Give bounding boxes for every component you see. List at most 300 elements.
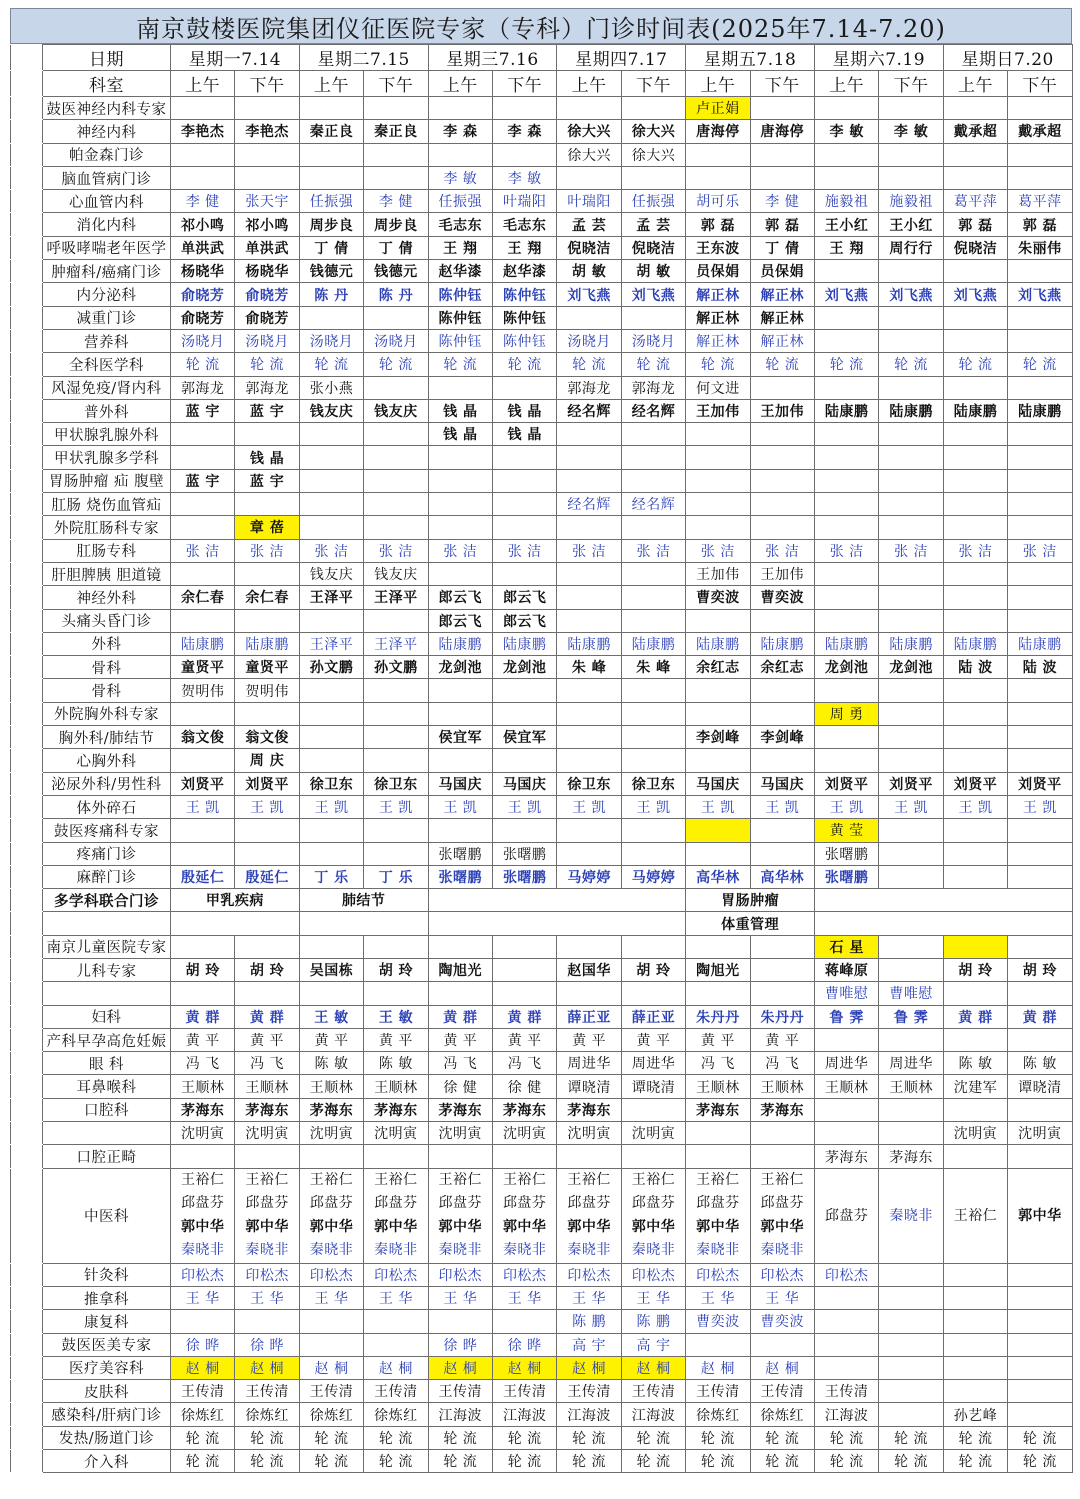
schedule-cell [299,446,363,469]
doctor-name: 郭中华 [631,1218,676,1235]
schedule-cell: 王传清 [299,1380,363,1403]
schedule-cell [943,97,1007,120]
schedule-cell: 经名辉 [621,493,685,516]
schedule-cell: 经名辉 [557,493,621,516]
department-name: 脑血管病门诊 [43,166,171,189]
schedule-cell [171,1310,235,1333]
schedule-cell: 徐卫东 [621,772,685,795]
schedule-cell [557,609,621,632]
schedule-cell: 葛平萍 [943,190,1007,213]
department-name: 全科医学科 [43,353,171,376]
schedule-cell [814,726,878,749]
schedule-cell [1008,493,1072,516]
mdt-clinic-cell: 肺结节 [299,889,428,912]
schedule-cell: 沈明寅 [299,1122,363,1145]
gutter-cell [11,656,43,679]
schedule-cell: 轮 流 [814,1426,878,1449]
schedule-cell [621,516,685,539]
schedule-row [11,1450,1073,1473]
am-header: 上午 [943,71,1007,97]
schedule-cell: 赵 桐 [492,1356,556,1379]
schedule-cell [750,376,814,399]
schedule-cell: 王 华 [428,1286,492,1309]
schedule-cell: 陈 丹 [299,283,363,306]
schedule-row [11,236,1073,259]
schedule-cell: 龙剑池 [814,656,878,679]
schedule-row [11,1005,1073,1028]
schedule-cell: 孟 芸 [557,213,621,236]
schedule-cell [943,329,1007,352]
schedule-cell [299,1333,363,1356]
schedule-cell [943,842,1007,865]
schedule-cell: 谭晓清 [557,1075,621,1098]
schedule-cell: 王加伟 [686,399,750,422]
schedule-cell: 丁 乐 [299,865,363,888]
schedule-cell: 何文进 [686,376,750,399]
am-header: 上午 [686,71,750,97]
schedule-cell [1008,469,1072,492]
date-label: 日期 [43,45,171,71]
schedule-cell: 贺明伟 [171,679,235,702]
am-header: 上午 [171,71,235,97]
schedule-cell [492,1310,556,1333]
day-header: 星期二7.15 [299,45,428,71]
schedule-cell: 张曙鹏 [428,842,492,865]
schedule-cell: 轮 流 [428,1426,492,1449]
schedule-cell: 陆康鹏 [943,632,1007,655]
schedule-cell: 周步良 [299,213,363,236]
department-name: 康复科 [43,1310,171,1333]
schedule-cell: 曹唯慰 [814,982,878,1005]
day-header: 星期三7.16 [428,45,557,71]
schedule-cell [943,1356,1007,1379]
schedule-cell [879,423,943,446]
department-name: 心胸外科 [43,749,171,772]
schedule-cell [1008,166,1072,189]
schedule-cell: 马婷婷 [621,865,685,888]
mdt-clinic-cell [171,912,300,935]
schedule-cell: 沈明寅 [492,1122,556,1145]
schedule-cell [1008,982,1072,1005]
schedule-cell [364,516,428,539]
tcm-cell [814,1168,878,1263]
gutter-cell [11,213,43,236]
schedule-cell [492,97,556,120]
schedule-cell [814,609,878,632]
schedule-cell: 解正林 [686,306,750,329]
schedule-cell: 张 洁 [492,539,556,562]
schedule-cell: 徐炼红 [235,1403,299,1426]
gutter-cell [11,772,43,795]
department-name [43,912,171,935]
schedule-cell: 丁 倩 [750,236,814,259]
schedule-cell [171,516,235,539]
schedule-cell: 马国庆 [750,772,814,795]
schedule-cell: 印松杰 [428,1263,492,1286]
schedule-cell: 高华林 [686,865,750,888]
gutter-cell [11,1005,43,1028]
schedule-cell [879,679,943,702]
department-name: 外科 [43,632,171,655]
doctor-name: 秦晓非 [889,1207,933,1224]
schedule-cell: 轮 流 [299,1450,363,1473]
schedule-cell: 陈仲钰 [492,306,556,329]
schedule-cell: 曹奕波 [750,1310,814,1333]
schedule-cell [750,143,814,166]
schedule-cell: 江海波 [428,1403,492,1426]
schedule-cell [814,1310,878,1333]
department-name: 甲状腺乳腺外科 [43,423,171,446]
schedule-cell [621,423,685,446]
schedule-cell: 侯宜军 [492,726,556,749]
schedule-cell [750,702,814,725]
schedule-cell: 任振强 [621,190,685,213]
schedule-cell [943,493,1007,516]
schedule-cell [299,469,363,492]
schedule-cell [750,97,814,120]
schedule-cell: 江海波 [492,1403,556,1426]
schedule-row [11,283,1073,306]
schedule-cell: 茅海东 [750,1098,814,1121]
doctor-name: 王裕仁 [374,1171,418,1188]
department-name: 肛肠 烧伤血管疝 [43,493,171,516]
schedule-cell: 轮 流 [299,1426,363,1449]
schedule-cell [235,97,299,120]
schedule-cell: 王传清 [750,1380,814,1403]
am-header: 上午 [814,71,878,97]
department-name: 外院胸外科专家 [43,702,171,725]
schedule-cell [428,469,492,492]
schedule-cell [299,1145,363,1168]
schedule-cell: 陈仲钰 [492,283,556,306]
schedule-row [11,632,1073,655]
schedule-cell: 龙剑池 [492,656,556,679]
schedule-cell: 王传清 [814,1380,878,1403]
schedule-cell: 赵 桐 [364,1356,428,1379]
schedule-cell: 陈仲钰 [428,283,492,306]
schedule-cell: 陆康鹏 [1008,632,1072,655]
schedule-cell: 张 洁 [943,539,1007,562]
schedule-cell: 王传清 [557,1380,621,1403]
schedule-row [11,702,1073,725]
schedule-cell: 徐炼红 [299,1403,363,1426]
schedule-cell: 轮 流 [557,1426,621,1449]
schedule-cell: 钱 晶 [428,423,492,446]
schedule-cell: 徐炼红 [171,1403,235,1426]
schedule-row [11,935,1073,958]
schedule-cell: 李 健 [750,190,814,213]
schedule-cell: 王 华 [299,1286,363,1309]
schedule-cell: 蓝 宇 [235,469,299,492]
department-name: 眼 科 [43,1052,171,1075]
gutter-cell [11,143,43,166]
schedule-cell: 周进华 [814,1052,878,1075]
schedule-cell [814,446,878,469]
schedule-row [11,446,1073,469]
schedule-cell [943,1098,1007,1121]
schedule-cell: 王泽平 [364,632,428,655]
doctor-name: 王裕仁 [438,1171,483,1188]
tcm-cell [171,1168,235,1263]
schedule-cell: 陈仲钰 [428,329,492,352]
schedule-cell [621,446,685,469]
schedule-cell: 陶旭光 [686,958,750,981]
schedule-cell [686,423,750,446]
schedule-cell: 解正林 [686,329,750,352]
schedule-cell: 郎云飞 [428,586,492,609]
schedule-cell: 郭海龙 [557,376,621,399]
doctor-name: 王裕仁 [245,1171,289,1188]
schedule-cell [171,819,235,842]
schedule-cell: 赵 桐 [299,1356,363,1379]
schedule-cell [492,493,556,516]
schedule-cell: 徐大兴 [621,120,685,143]
schedule-cell: 王东波 [686,236,750,259]
doctor-name: 邱盘芬 [502,1195,547,1212]
doctor-name: 王裕仁 [760,1171,805,1188]
schedule-cell [364,493,428,516]
schedule-cell: 唐海停 [750,120,814,143]
schedule-cell [1008,726,1072,749]
schedule-cell: 李艳杰 [235,120,299,143]
schedule-cell: 孙文鹏 [364,656,428,679]
schedule-cell [750,679,814,702]
schedule-cell [364,842,428,865]
schedule-cell [621,97,685,120]
schedule-cell [750,493,814,516]
gutter-cell [11,889,43,912]
gutter-cell [11,423,43,446]
schedule-cell: 茅海东 [557,1098,621,1121]
schedule-cell [943,1380,1007,1403]
department-name: 外院肛肠科专家 [43,516,171,539]
schedule-cell: 余红志 [686,656,750,679]
schedule-cell: 赵华漆 [428,260,492,283]
schedule-cell: 张 洁 [299,539,363,562]
schedule-cell [1008,935,1072,958]
schedule-cell: 王小红 [879,213,943,236]
schedule-cell: 轮 流 [750,353,814,376]
schedule-cell: 李 敏 [492,166,556,189]
schedule-cell: 印松杰 [171,1263,235,1286]
schedule-cell: 李 敏 [879,120,943,143]
header-row-session [11,71,1073,97]
schedule-cell: 李艳杰 [171,120,235,143]
page-title: 南京鼓楼医院集团仪征医院专家（专科）门诊时间表(2025年7.14-7.20) [10,8,1072,44]
schedule-cell: 郭海龙 [171,376,235,399]
schedule-cell: 轮 流 [299,353,363,376]
schedule-cell: 轮 流 [235,1450,299,1473]
schedule-cell [428,143,492,166]
schedule-cell [171,143,235,166]
department-name: 皮肤科 [43,1380,171,1403]
schedule-row [11,306,1073,329]
schedule-cell: 蒋峰原 [814,958,878,981]
schedule-cell [492,679,556,702]
schedule-cell: 冯 飞 [686,1052,750,1075]
schedule-cell [364,749,428,772]
schedule-cell: 黄 平 [492,1028,556,1051]
schedule-cell: 轮 流 [171,1450,235,1473]
schedule-cell: 赵华漆 [492,260,556,283]
schedule-cell: 李剑峰 [686,726,750,749]
doctor-name: 郭中华 [374,1218,418,1235]
schedule-cell: 解正林 [750,283,814,306]
schedule-row [11,120,1073,143]
schedule-cell [1008,842,1072,865]
schedule-cell [171,982,235,1005]
schedule-cell: 王 凯 [171,795,235,818]
doctor-name: 邱盘芬 [309,1195,354,1212]
schedule-cell: 翁文俊 [171,726,235,749]
schedule-cell [750,423,814,446]
schedule-cell: 张 洁 [814,539,878,562]
schedule-cell: 印松杰 [750,1263,814,1286]
schedule-cell: 吴国栋 [299,958,363,981]
doctor-name: 邱盘芬 [760,1195,805,1212]
schedule-cell: 钱友庆 [364,562,428,585]
department-name [43,982,171,1005]
schedule-cell [621,469,685,492]
department-name: 儿科专家 [43,958,171,981]
schedule-row [11,1098,1073,1121]
schedule-cell: 沈明寅 [364,1122,428,1145]
schedule-cell [750,749,814,772]
tcm-cell [428,1168,492,1263]
schedule-cell [943,679,1007,702]
schedule-cell: 陆康鹏 [943,399,1007,422]
schedule-cell [814,143,878,166]
schedule-cell [428,702,492,725]
schedule-cell [364,1145,428,1168]
schedule-cell [364,469,428,492]
gutter-cell [11,935,43,958]
department-name: 鼓医神经内科专家 [43,97,171,120]
schedule-cell: 胡 玲 [1008,958,1072,981]
schedule-row [11,1286,1073,1309]
schedule-cell: 印松杰 [686,1263,750,1286]
schedule-cell [750,958,814,981]
mdt-clinic-cell: 胃肠肿瘤 [686,889,815,912]
schedule-cell: 施毅祖 [879,190,943,213]
schedule-cell [299,423,363,446]
schedule-cell [1008,1356,1072,1379]
schedule-cell [814,166,878,189]
gutter-cell [11,1028,43,1051]
schedule-cell: 孙文鹏 [299,656,363,679]
schedule-cell: 陈 敏 [1008,1052,1072,1075]
schedule-row [11,1380,1073,1403]
schedule-cell: 曹奕波 [750,586,814,609]
schedule-cell: 王传清 [686,1380,750,1403]
schedule-cell [621,749,685,772]
schedule-cell [879,702,943,725]
schedule-cell [171,935,235,958]
schedule-cell: 陈 鹏 [621,1310,685,1333]
department-name: 骨科 [43,656,171,679]
schedule-cell: 陆康鹏 [814,632,878,655]
schedule-cell: 茅海东 [428,1098,492,1121]
schedule-cell: 赵 桐 [428,1356,492,1379]
schedule-cell: 沈明寅 [1008,1122,1072,1145]
schedule-cell: 钱德元 [364,260,428,283]
schedule-cell: 王顺林 [686,1075,750,1098]
schedule-cell [364,609,428,632]
schedule-cell: 余红志 [750,656,814,679]
schedule-cell: 王泽平 [299,586,363,609]
schedule-cell: 冯 飞 [750,1052,814,1075]
department-name: 风湿免疫/肾内科 [43,376,171,399]
department-name: 肿瘤科/癌痛门诊 [43,260,171,283]
schedule-cell: 高 宇 [621,1333,685,1356]
schedule-cell [557,562,621,585]
schedule-cell: 刘飞燕 [879,283,943,306]
schedule-cell: 翁文俊 [235,726,299,749]
schedule-cell: 王 翔 [492,236,556,259]
schedule-cell: 唐海停 [686,120,750,143]
schedule-cell [557,982,621,1005]
gutter-cell [11,749,43,772]
schedule-cell [364,982,428,1005]
schedule-cell [686,679,750,702]
schedule-cell [299,97,363,120]
doctor-name: 邱盘芬 [438,1195,483,1212]
schedule-cell [879,726,943,749]
doctor-name: 郭中华 [309,1218,354,1235]
schedule-row [11,1333,1073,1356]
schedule-cell [750,842,814,865]
schedule-cell [621,306,685,329]
gutter-cell [11,376,43,399]
schedule-row [11,1075,1073,1098]
department-name: 消化内科 [43,213,171,236]
schedule-cell: 马婷婷 [557,865,621,888]
schedule-cell: 茅海东 [171,1098,235,1121]
schedule-cell: 丁 倩 [364,236,428,259]
schedule-cell [557,586,621,609]
schedule-cell [621,819,685,842]
gutter-cell [11,795,43,818]
dept-label: 科室 [43,71,171,97]
schedule-cell: 黄 平 [235,1028,299,1051]
schedule-cell: 王 凯 [686,795,750,818]
tcm-cell [1008,1168,1072,1263]
gutter-cell [11,586,43,609]
schedule-cell [557,842,621,865]
schedule-row [11,726,1073,749]
schedule-cell [943,726,1007,749]
schedule-cell: 陈 敏 [364,1052,428,1075]
schedule-cell: 俞晓芳 [235,306,299,329]
day-header: 星期六7.19 [814,45,943,71]
schedule-cell [621,679,685,702]
gutter-cell [11,819,43,842]
gutter-cell [11,865,43,888]
schedule-cell: 谭晓清 [1008,1075,1072,1098]
schedule-cell [943,469,1007,492]
schedule-cell: 赵 桐 [235,1356,299,1379]
schedule-cell [235,819,299,842]
schedule-cell [492,935,556,958]
schedule-cell [879,260,943,283]
doctor-name: 秦晓非 [438,1242,483,1259]
schedule-cell: 马国庆 [492,772,556,795]
schedule-cell: 轮 流 [492,1426,556,1449]
schedule-cell [621,726,685,749]
schedule-cell [299,306,363,329]
schedule-cell: 秦正良 [364,120,428,143]
schedule-cell [879,97,943,120]
